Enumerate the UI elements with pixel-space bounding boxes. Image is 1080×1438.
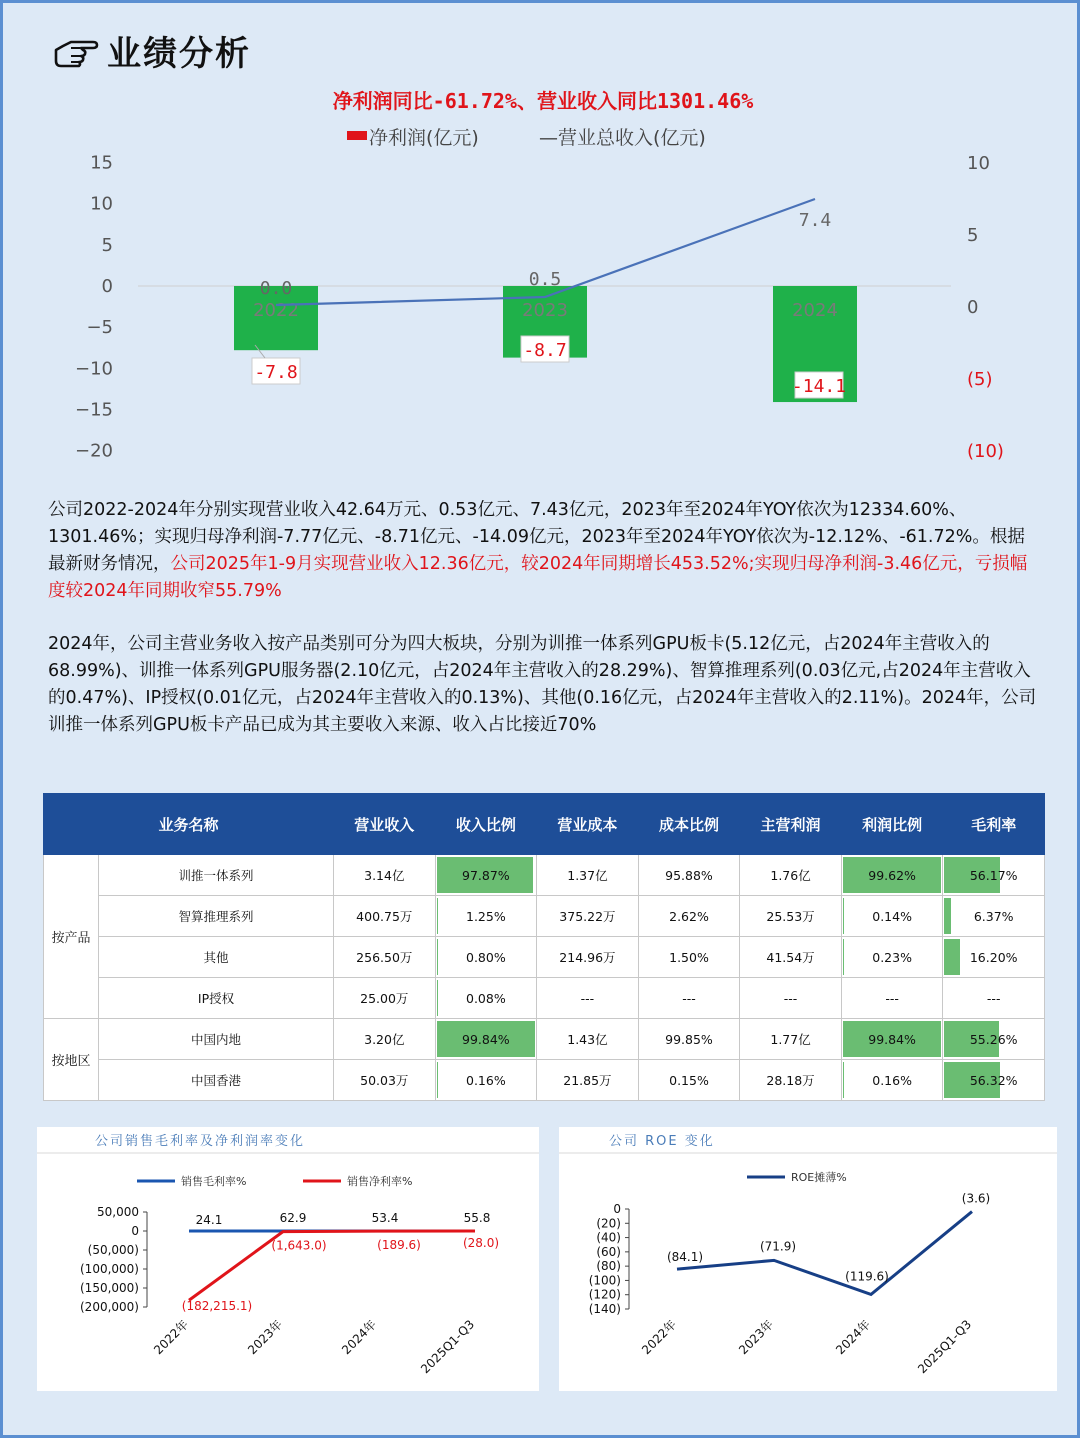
x-tick-label: 2022年 xyxy=(639,1317,680,1358)
cell-value: 1.43亿 xyxy=(567,1032,608,1047)
y-tick-label: (200,000) xyxy=(80,1300,139,1314)
table-cell-cost-pct xyxy=(638,1019,740,1060)
cell-value: 其他 xyxy=(203,950,229,965)
revenue-value-label: 7.4 xyxy=(798,210,832,231)
cell-value: 99.84% xyxy=(462,1031,510,1047)
data-label: (3.6) xyxy=(961,1191,991,1206)
x-tick-label: 2022年 xyxy=(151,1317,192,1358)
chart-legend xyxy=(347,127,706,149)
table-cell-rev xyxy=(334,937,436,978)
table-cell-name xyxy=(99,978,334,1019)
left-tick-label: −20 xyxy=(75,440,113,462)
cell-value: 0.16% xyxy=(872,1072,912,1088)
data-label: 24.1 xyxy=(195,1212,223,1227)
table-cell-rev-pct xyxy=(435,937,537,978)
cell-value: 99.84% xyxy=(868,1031,916,1047)
table-header-cell: 收入比例 xyxy=(435,794,537,855)
y-tick-label: (50,000) xyxy=(87,1243,139,1257)
table-cell-profit xyxy=(740,1060,842,1101)
table-cell-margin xyxy=(943,978,1045,1019)
table-cell-name xyxy=(99,937,334,978)
right-tick-label: (5) xyxy=(967,369,993,390)
table-cell-rev xyxy=(334,896,436,937)
cell-value: 中国香港 xyxy=(191,1073,242,1088)
cell-value: 28.18万 xyxy=(766,1073,815,1088)
svg-text:ROE摊薄%: ROE摊薄% xyxy=(791,1171,847,1184)
table-header-cell: 利润比例 xyxy=(841,794,943,855)
table-cell-profit-pct xyxy=(841,896,943,937)
data-label: (71.9) xyxy=(759,1239,797,1254)
table-header-cell: 毛利率 xyxy=(943,794,1045,855)
summary-highlight: 公司2025年1-9月实现营业收入12.36亿元，较2024年同期增长453.52%;实现归母净利润-3.46亿元，亏损幅度较2024年同期收窄55.79% xyxy=(48,554,1028,601)
x-tick-label: 2023年 xyxy=(245,1317,286,1358)
table-cell-rev-pct xyxy=(435,896,537,937)
right-tick-label: (10) xyxy=(967,441,1004,462)
cell-value: 375.22万 xyxy=(559,909,616,924)
bar-value-label xyxy=(521,336,569,362)
svg-text:销售毛利率%: 销售毛利率% xyxy=(181,1175,247,1188)
y-tick-label: (120) xyxy=(588,1287,621,1302)
chart-title: 净利润同比-61.72%、营业收入同比1301.46% xyxy=(332,89,754,113)
x-tick-label: 2024年 xyxy=(339,1317,380,1358)
panel-title: 公司销售毛利率及净利润率变化 xyxy=(95,1134,306,1149)
data-label: 53.4 xyxy=(371,1210,399,1225)
x-tick-label: 2023年 xyxy=(736,1317,777,1358)
group-cell: 按产品 xyxy=(44,855,99,1019)
cell-value: 智算推理系列 xyxy=(178,909,254,924)
cell-value: 0.80% xyxy=(466,949,506,965)
series-line xyxy=(677,1212,972,1295)
cell-value: 6.37% xyxy=(973,908,1014,924)
table-cell-profit-pct xyxy=(841,978,943,1019)
data-label: 62.9 xyxy=(279,1210,307,1225)
cell-value: 95.88% xyxy=(665,867,713,883)
bar-value-label xyxy=(792,372,846,398)
category-label: 2022 xyxy=(253,300,299,321)
business-table xyxy=(43,793,1045,1101)
cell-value: --- xyxy=(885,990,899,1006)
left-tick-label: 10 xyxy=(90,193,113,215)
cell-value: 256.50万 xyxy=(356,950,413,965)
series-line xyxy=(189,1231,475,1300)
right-tick-label: 10 xyxy=(967,153,990,174)
table-header-cell: 成本比例 xyxy=(638,794,740,855)
table-cell-cost-pct xyxy=(638,896,740,937)
table-cell-rev xyxy=(334,1060,436,1101)
cell-value: 2.62% xyxy=(669,908,709,924)
cell-value: 56.17% xyxy=(969,867,1018,883)
right-tick-label: 0 xyxy=(967,297,979,318)
cell-value: 25.00万 xyxy=(360,991,409,1006)
table-cell-profit xyxy=(740,937,842,978)
y-tick-label: (80) xyxy=(596,1259,621,1274)
cell-value: 99.85% xyxy=(665,1031,713,1047)
data-bar xyxy=(437,939,438,975)
table-cell-cost xyxy=(537,978,639,1019)
table-header-cell: 营业成本 xyxy=(537,794,639,855)
y-tick-label: (100,000) xyxy=(80,1262,139,1276)
table-cell-rev xyxy=(334,978,436,1019)
cell-value: 中国内地 xyxy=(191,1032,242,1047)
x-tick-label: 2025Q1-Q3 xyxy=(915,1317,975,1377)
table-row xyxy=(44,896,1045,937)
table-cell-cost-pct xyxy=(638,1060,740,1101)
cell-value: 0.08% xyxy=(466,990,506,1006)
y-tick-label: (100) xyxy=(588,1273,621,1288)
legend-item xyxy=(137,1174,246,1188)
table-cell-profit-pct xyxy=(841,1060,943,1101)
cell-value: 训推一体系列 xyxy=(178,868,254,883)
category-label: 2023 xyxy=(522,300,568,321)
main-chart xyxy=(43,81,1043,481)
y-tick-label: 0 xyxy=(131,1224,139,1238)
data-bar xyxy=(944,898,950,934)
data-label: 55.8 xyxy=(463,1210,491,1225)
category-label: 2024 xyxy=(792,300,838,321)
table-cell-profit xyxy=(740,978,842,1019)
table-header-cell: 主营利润 xyxy=(740,794,842,855)
table-cell-cost xyxy=(537,896,639,937)
cell-value: 0.23% xyxy=(872,949,912,965)
cell-value: 0.14% xyxy=(872,908,912,924)
data-label: (189.6) xyxy=(377,1238,421,1253)
data-bar xyxy=(944,939,960,975)
table-row xyxy=(44,1060,1045,1101)
data-label: (1,643.0) xyxy=(271,1238,327,1253)
cell-value: 55.26% xyxy=(969,1031,1018,1047)
svg-text:销售净利率%: 销售净利率% xyxy=(347,1175,413,1188)
table-cell-cost-pct xyxy=(638,978,740,1019)
left-tick-label: 5 xyxy=(101,234,113,256)
x-tick-label: 2025Q1-Q3 xyxy=(418,1317,478,1377)
table-cell-profit-pct xyxy=(841,1019,943,1060)
table-cell-margin xyxy=(943,1060,1045,1101)
left-tick-label: −15 xyxy=(75,399,113,421)
legend-item xyxy=(747,1170,847,1184)
business-table-wrap xyxy=(43,793,1045,1101)
cell-value: 400.75万 xyxy=(356,909,413,924)
table-header-cell: 业务名称 xyxy=(44,794,334,855)
cell-value: --- xyxy=(986,990,1001,1006)
y-tick-label: (40) xyxy=(596,1230,621,1245)
cell-value: 1.76亿 xyxy=(770,868,811,883)
table-row xyxy=(44,855,1045,896)
y-tick-label: 0 xyxy=(613,1202,621,1216)
table-cell-margin xyxy=(943,1019,1045,1060)
y-tick-label: (150,000) xyxy=(80,1281,139,1295)
table-cell-rev xyxy=(334,1019,436,1060)
cell-value: 3.14亿 xyxy=(364,868,405,883)
left-tick-label: −5 xyxy=(86,317,113,339)
cell-value: 1.77亿 xyxy=(770,1032,811,1047)
table-cell-profit-pct xyxy=(841,937,943,978)
cell-value: 3.20亿 xyxy=(364,1032,405,1047)
table-cell-cost xyxy=(537,1060,639,1101)
revenue-value-label: 0.0 xyxy=(259,278,293,299)
data-label: (119.6) xyxy=(845,1269,889,1284)
cell-value: 25.53万 xyxy=(766,909,815,924)
y-tick-label: 50,000 xyxy=(97,1205,139,1219)
table-cell-rev-pct xyxy=(435,1019,537,1060)
cell-value: 97.87% xyxy=(462,867,510,883)
summary-text: 公司2022-2024年分别实现营业收入42.64万元、0.53亿元、7.43亿元，2023年至2024年YOY依次为12334.60%、1301.46%；实现归母净利润-7.77亿元、-8.71亿元、-14.09亿元，2023年至2024年YOY依次为-12.12%、-61.72%。根据最新财务情况， xyxy=(48,500,1025,574)
legend-label: 净利润(亿元) xyxy=(369,127,479,149)
y-tick-label: (20) xyxy=(596,1216,621,1231)
table-cell-cost xyxy=(537,937,639,978)
table-cell-profit xyxy=(740,855,842,896)
svg-text:-14.1: -14.1 xyxy=(791,376,847,397)
table-cell-profit-pct xyxy=(841,855,943,896)
cell-value: 1.37亿 xyxy=(567,868,608,883)
left-tick-label: −10 xyxy=(75,358,113,380)
table-body xyxy=(44,855,1045,1101)
table-cell-cost xyxy=(537,1019,639,1060)
data-label: (84.1) xyxy=(666,1250,704,1265)
cell-value: 56.32% xyxy=(969,1072,1018,1088)
table-cell-cost xyxy=(537,855,639,896)
segment-paragraph: 2024年，公司主营业务收入按产品类别可分为四大板块，分别为训推一体系列GPU板卡(5.12亿元，占2024年主营收入的68.99%)、训推一体系列GPU服务器(2.10亿元，占2024年主营收入的28.29%)、智算推理系列(0.03亿元,占2024年主营收入的0.47%)、IP授权(0.01亿元，占2024年主营收入的0.13%)、其他(0.16亿元，占2024年主营收入的2.11%)。2024年，公司训推一体系列GPU板卡产品已成为其主要收入来源、收入占比接近70% xyxy=(48,634,1037,735)
table-cell-margin xyxy=(943,937,1045,978)
section-header xyxy=(53,25,251,75)
cell-value: 16.20% xyxy=(969,949,1018,965)
y-tick-label: (140) xyxy=(588,1302,621,1316)
table-cell-rev-pct xyxy=(435,1060,537,1101)
y-tick-label: (60) xyxy=(596,1244,621,1259)
left-tick-label: 15 xyxy=(90,152,113,174)
section-title: 业绩分析 xyxy=(107,33,251,74)
pointing-hand-icon xyxy=(53,30,99,70)
table-header-row xyxy=(44,794,1045,855)
cell-value: IP授权 xyxy=(197,991,235,1006)
cell-value: 99.62% xyxy=(868,867,916,883)
cell-value: --- xyxy=(783,990,798,1006)
table-cell-cost-pct xyxy=(638,855,740,896)
table-cell-name xyxy=(99,1019,334,1060)
data-bar xyxy=(437,898,438,934)
group-cell: 按地区 xyxy=(44,1019,99,1101)
table-header-cell: 营业收入 xyxy=(334,794,436,855)
bar-value-label xyxy=(252,358,300,384)
table-cell-cost-pct xyxy=(638,937,740,978)
data-label: (182,215.1) xyxy=(181,1299,253,1314)
table-cell-rev xyxy=(334,855,436,896)
panel-title: 公司 ROE 变化 xyxy=(609,1134,715,1149)
x-tick-label: 2024年 xyxy=(833,1317,874,1358)
table-cell-name xyxy=(99,855,334,896)
legend-label: —营业总收入(亿元) xyxy=(539,127,706,149)
cell-value: --- xyxy=(580,990,595,1006)
margin-chart-panel xyxy=(37,1127,539,1391)
table-cell-name xyxy=(99,896,334,937)
table-cell-margin xyxy=(943,855,1045,896)
cell-value: 1.50% xyxy=(669,949,709,965)
right-tick-label: 5 xyxy=(967,225,979,246)
svg-text:-7.8: -7.8 xyxy=(254,362,298,383)
summary-paragraph xyxy=(48,497,1038,605)
cell-value: 0.16% xyxy=(466,1072,506,1088)
roe-chart-panel xyxy=(559,1127,1057,1391)
cell-value: --- xyxy=(682,990,696,1006)
cell-value: 21.85万 xyxy=(563,1073,612,1088)
cell-value: 214.96万 xyxy=(559,950,616,965)
legend-item xyxy=(303,1174,412,1188)
table-cell-margin xyxy=(943,896,1045,937)
margin-chart xyxy=(37,1127,539,1391)
roe-chart xyxy=(559,1127,1057,1391)
revenue-value-label: 0.5 xyxy=(528,269,562,290)
cell-value: 41.54万 xyxy=(766,950,815,965)
cell-value: 50.03万 xyxy=(360,1073,409,1088)
table-cell-profit xyxy=(740,896,842,937)
table-row xyxy=(44,937,1045,978)
table-row xyxy=(44,978,1045,1019)
table-cell-profit xyxy=(740,1019,842,1060)
left-tick-label: 0 xyxy=(101,276,113,297)
table-cell-rev-pct xyxy=(435,978,537,1019)
cell-value: 0.15% xyxy=(669,1072,709,1088)
table-cell-rev-pct xyxy=(435,855,537,896)
cell-value: 1.25% xyxy=(466,908,506,924)
svg-text:-8.7: -8.7 xyxy=(523,340,567,361)
data-label: (28.0) xyxy=(462,1236,500,1251)
table-cell-name xyxy=(99,1060,334,1101)
table-row xyxy=(44,1019,1045,1060)
legend-swatch xyxy=(347,131,367,140)
